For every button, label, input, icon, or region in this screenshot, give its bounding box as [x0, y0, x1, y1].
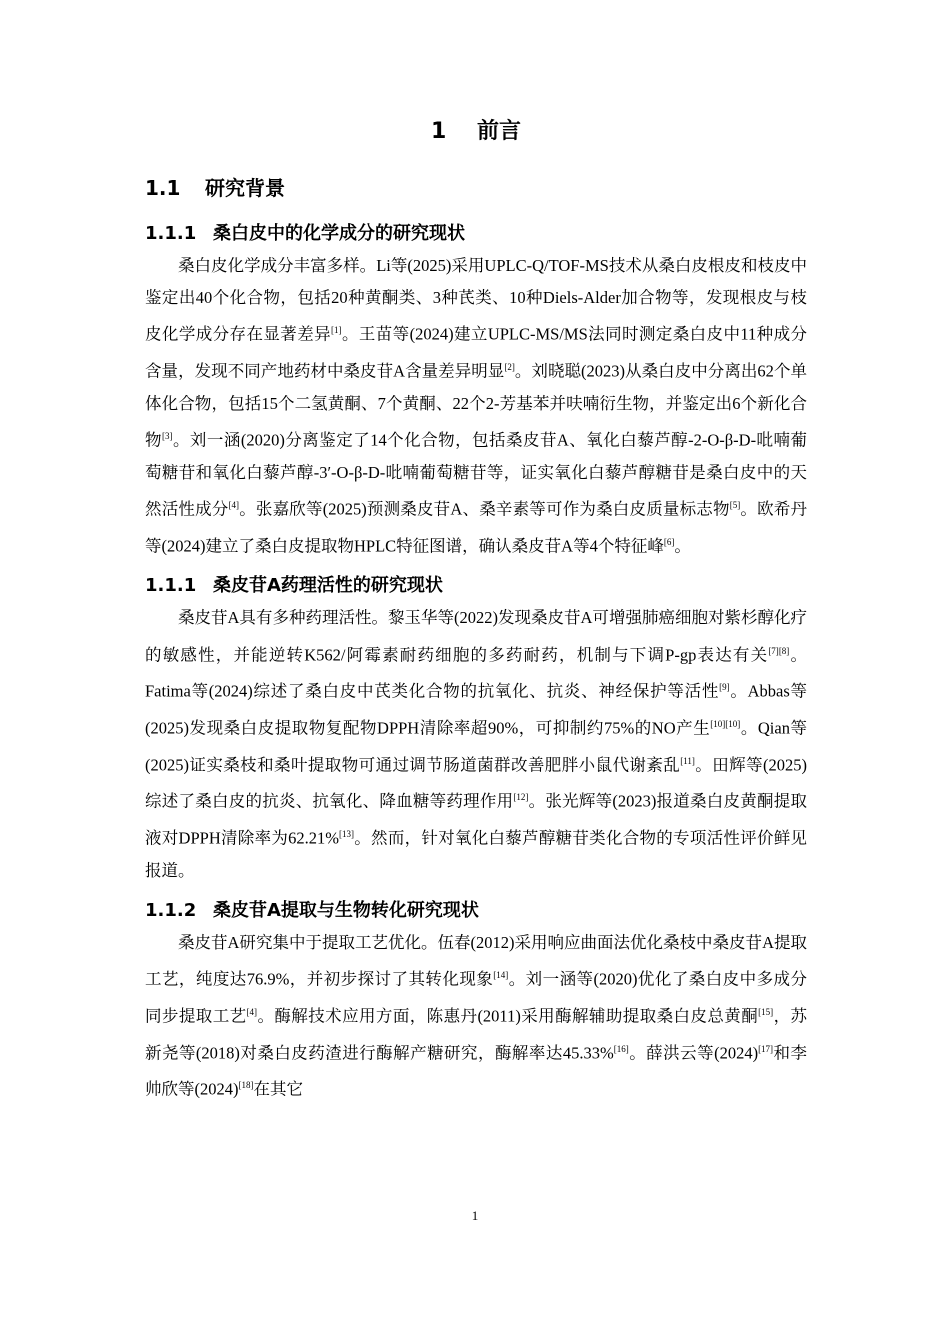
subsection-title: 桑皮苷A药理活性的研究现状: [213, 575, 443, 597]
section-title: 研究背景: [205, 176, 285, 200]
citation-marker: [4]: [228, 499, 239, 510]
citation-marker: [13]: [339, 829, 354, 840]
body-paragraph: 桑白皮化学成分丰富多样。Li等(2025)采用UPLC-Q/TOF-MS技术从桑白皮根皮和枝皮中鉴定出40个化合物，包括20种黄酮类、3种芪类、10种Diels-Alder加合物等，发现根皮与枝皮化学成分存在显著差异[1]。王苗等(2024)建立UPLC-MS/MS法同时测定桑白皮中11种成分含量，发现不同产地药材中桑皮苷A含量差异明显[2]。刘晓聪(2023)从桑白皮中分离出62个单体化合物，包括15个二氢黄酮、7个黄酮、22个2-芳基苯并呋喃衍生物，并鉴定出6个新化合物[3]。刘一涵(2020)分离鉴定了14个化合物，包括桑皮苷A、氧化白藜芦醇-2-O-β-D-吡喃葡萄糖苷和氧化白藜芦醇-3′-O-β-D-吡喃葡萄糖苷等，证实氧化白藜芦醇糖苷是桑白皮中的天然活性成分[4]。张嘉欣等(2025)预测桑皮苷A、桑辛素等可作为桑白皮质量标志物[5]。欧希丹等(2024)建立了桑白皮提取物HPLC特征图谱，确认桑皮苷A等4个特征峰[6]。: [145, 256, 808, 556]
chapter-title: [145, 110, 807, 154]
citation-marker: [11]: [680, 755, 695, 766]
subsection-heading: [145, 570, 807, 602]
citation-marker: [15]: [758, 1006, 774, 1017]
citation-marker: [4]: [246, 1006, 258, 1017]
subsection-heading: [145, 218, 807, 250]
chapter-title-text: 前言: [476, 119, 521, 144]
citation-marker: [2]: [504, 362, 515, 373]
citation-marker: [6]: [663, 536, 675, 547]
citation-marker: [1]: [331, 325, 342, 336]
citation-marker: [17]: [758, 1043, 774, 1054]
section-number: 1.1: [145, 176, 181, 200]
citation-marker: [10]: [725, 718, 741, 729]
subsection-number: 1.1.1: [145, 575, 197, 597]
body-paragraph: 桑皮苷A研究集中于提取工艺优化。伍春(2012)采用响应曲面法优化桑枝中桑皮苷A提取工艺，纯度达76.9%，并初步探讨了其转化现象[14]。刘一涵等(2020)优化了桑白皮中多成分同步提取工艺[4]。酶解技术应用方面，陈惠丹(2011)采用酶解辅助提取桑白皮总黄酮[15]，苏新尧等(2018)对桑白皮药渣进行酶解产糖研究，酶解率达45.33%[16]。薛洪云等(2024)[17]和李帅欣等(2024)[18]在其它: [145, 932, 808, 1099]
section-heading: [145, 170, 807, 206]
citation-marker: [3]: [161, 431, 173, 442]
body-paragraph: 桑皮苷A具有多种药理活性。黎玉华等(2022)发现桑皮苷A可增强肺癌细胞对紫杉醇化疗的敏感性，并能逆转K562/阿霉素耐药细胞的多药耐药，机制与下调P-gp表达有关[7][8]。Fatima等(2024)综述了桑白皮中芪类化合物的抗氧化、抗炎、神经保护等活性[9]。Abbas等(2025)发现桑白皮提取物复配物DPPH清除率超90%，可抑制约75%的NO产生[10][10]。Qian等(2025)证实桑枝和桑叶提取物可通过调节肠道菌群改善肥胖小鼠代谢紊乱[11]。田辉等(2025)综述了桑白皮的抗炎、抗氧化、降血糖等药理作用[12]。张光辉等(2023)报道桑白皮黄酮提取液对DPPH清除率为62.21%[13]。然而，针对氧化白藜芦醇糖苷类化合物的专项活性评价鲜见报道。: [145, 608, 808, 880]
page-number: 1: [471, 1208, 479, 1223]
subsection-number: 1.1.2: [145, 899, 197, 921]
citation-marker: [14]: [493, 970, 509, 981]
citation-marker: [10]: [710, 718, 726, 729]
citation-marker: [12]: [513, 792, 529, 803]
page-content: [145, 110, 807, 1114]
subsection-title: 桑白皮中的化学成分的研究现状: [213, 223, 465, 244]
citation-marker: [18]: [238, 1080, 254, 1091]
subsection-title: 桑皮苷A提取与生物转化研究现状: [213, 899, 479, 921]
citation-marker: [8]: [778, 645, 790, 656]
citation-marker: [16]: [613, 1043, 629, 1054]
citation-marker: [9]: [719, 682, 730, 693]
citation-marker: [5]: [729, 499, 741, 510]
subsection-heading: [145, 895, 807, 927]
subsection-number: 1.1.1: [145, 223, 197, 244]
chapter-number: 1: [431, 119, 447, 144]
citation-marker: [7]: [768, 645, 779, 656]
